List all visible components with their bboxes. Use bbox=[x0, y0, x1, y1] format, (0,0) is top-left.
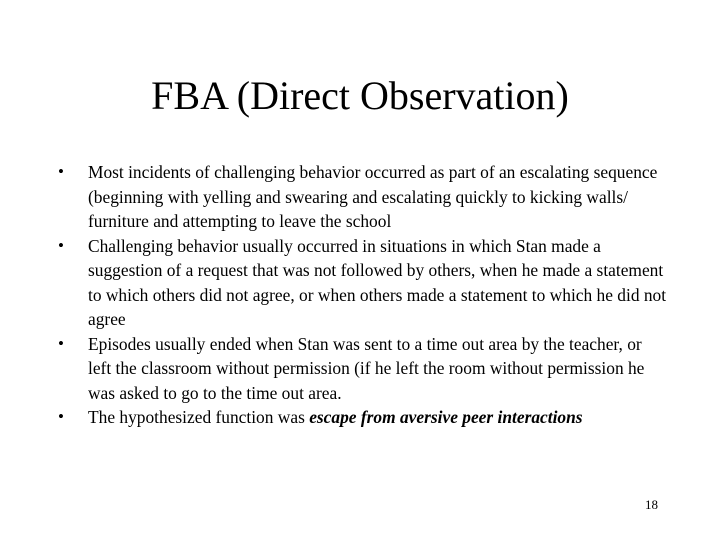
bullet-item-4 bbox=[58, 405, 668, 430]
bullet-text: Challenging behavior usually occurred in situations in which Stan made a suggestion of a request that was not followed by others, when he made a statement to which others did not agree, or when others made a statement to which he did not agree bbox=[88, 235, 667, 329]
bullet-marker: • bbox=[58, 333, 64, 353]
page-number: 18 bbox=[645, 497, 658, 512]
bullet-text-prefix: The hypothesized function was bbox=[88, 407, 310, 427]
bullet-text: Most incidents of challenging behavior occurred as part of an escalating sequence (beginning with yelling and swearing and escalating quickly to kicking walls/ furniture and attempting to leave the school bbox=[88, 162, 658, 231]
bullet-item-3 bbox=[58, 332, 668, 406]
bullet-marker: • bbox=[58, 407, 64, 426]
bullet-text: Episodes usually ended when Stan was sent to a time out area by the teacher, or left the classroom without permission (if he left the room without permission he was asked to go to the time out area. bbox=[88, 333, 645, 403]
bullet-marker: • bbox=[58, 162, 64, 181]
bullet-list bbox=[58, 160, 668, 430]
bullet-marker: • bbox=[58, 235, 64, 255]
slide-title: FBA (Direct Observation) bbox=[151, 73, 569, 118]
bullet-item-2 bbox=[58, 234, 668, 332]
bullet-text-emphasis: escape from aversive peer interactions bbox=[309, 407, 583, 427]
bullet-item-1 bbox=[58, 160, 668, 234]
